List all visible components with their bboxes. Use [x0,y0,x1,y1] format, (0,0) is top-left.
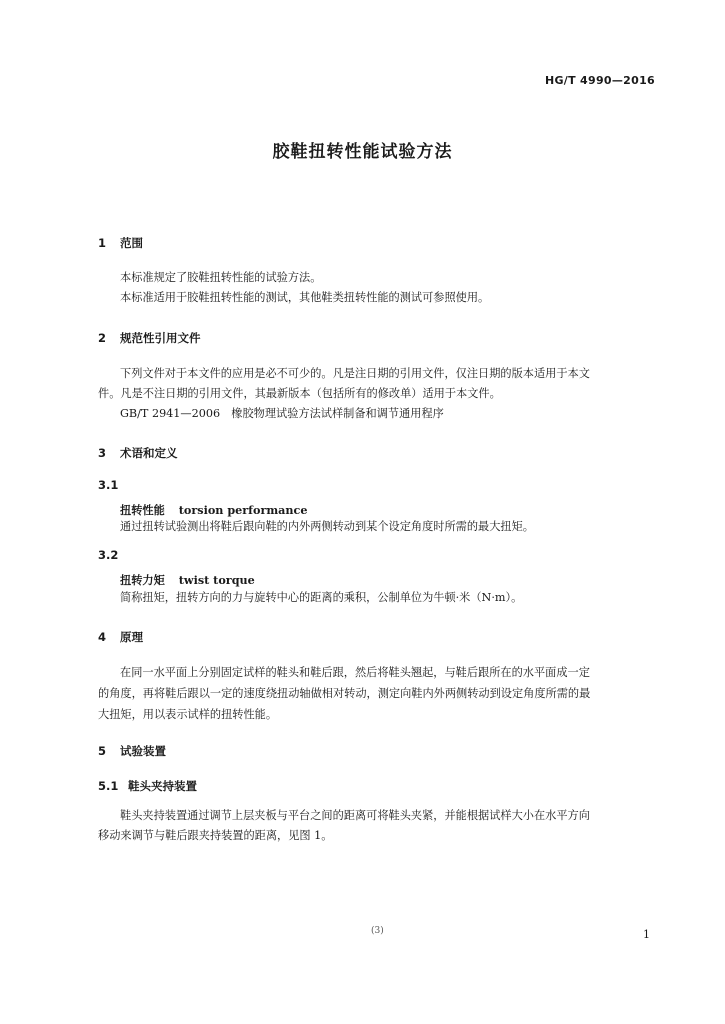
paragraph-line: 的角度，再将鞋后跟以一定的速度绕扭动轴做相对转动，测定向鞋内外两侧转动到设定角度所需的最 [98,687,591,700]
section-number: 1 [98,236,107,250]
paragraph-line: 本标准规定了胶鞋扭转性能的试验方法。 [120,271,322,284]
section-number: 3 [98,446,107,460]
reference-line: GB/T 2941—2006 橡胶物理试验方法试样制备和调节通用程序 [120,407,444,420]
section-5-heading [98,743,166,759]
subsection-number: 5.1 [98,779,119,793]
paragraph-line: 移动来调节与鞋后跟夹持装置的距离，见图 1。 [98,829,333,842]
section-title: 范围 [120,236,143,250]
document-title: 胶鞋扭转性能试验方法 [272,142,453,162]
term-chinese: 扭转性能 [120,504,165,517]
section-title: 规范性引用文件 [120,331,201,345]
section-title: 术语和定义 [120,446,178,460]
section-3-heading [98,445,178,461]
term-chinese: 扭转力矩 [120,574,165,587]
term-english: twist torque [178,573,255,587]
term-3-2 [120,572,255,588]
section-title: 原理 [120,630,143,644]
term-3-1 [120,502,307,518]
subsection-3-2-number: 3.2 [98,548,119,562]
page-number: 1 [643,928,650,941]
section-4-heading [98,629,143,645]
section-number: 4 [98,630,107,644]
footer-mark: (3) [371,926,384,936]
section-number: 2 [98,331,107,345]
term-english: torsion performance [178,503,308,517]
standard-code: HG/T 4990—2016 [544,74,655,87]
subsection-title: 鞋头夹持装置 [128,779,197,793]
subsection-5-1-heading [98,778,197,794]
section-1-heading [98,235,143,251]
paragraph-line: 在同一水平面上分别固定试样的鞋头和鞋后跟，然后将鞋头翘起，与鞋后跟所在的水平面成一定 [120,666,590,679]
paragraph-line: 件。凡是不注日期的引用文件，其最新版本（包括所有的修改单）适用于本文件。 [98,387,501,400]
paragraph-line: 下列文件对于本文件的应用是必不可少的。凡是注日期的引用文件，仅注日期的版本适用于本文 [120,367,590,380]
definition-line: 简称扭矩，扭转方向的力与旋转中心的距离的乘积，公制单位为牛顿·米（N·m）。 [120,591,523,604]
definition-line: 通过扭转试验测出将鞋后跟向鞋的内外两侧转动到某个设定角度时所需的最大扭矩。 [120,520,534,533]
section-number: 5 [98,744,107,758]
section-2-heading [98,330,201,346]
subsection-3-1-number: 3.1 [98,478,119,492]
paragraph-line: 大扭矩，用以表示试样的扭转性能。 [98,708,278,721]
paragraph-line: 鞋头夹持装置通过调节上层夹板与平台之间的距离可将鞋头夹紧，并能根据试样大小在水平方向 [120,809,590,822]
paragraph-line: 本标准适用于胶鞋扭转性能的测试，其他鞋类扭转性能的测试可参照使用。 [120,291,490,304]
section-title: 试验装置 [120,744,166,758]
